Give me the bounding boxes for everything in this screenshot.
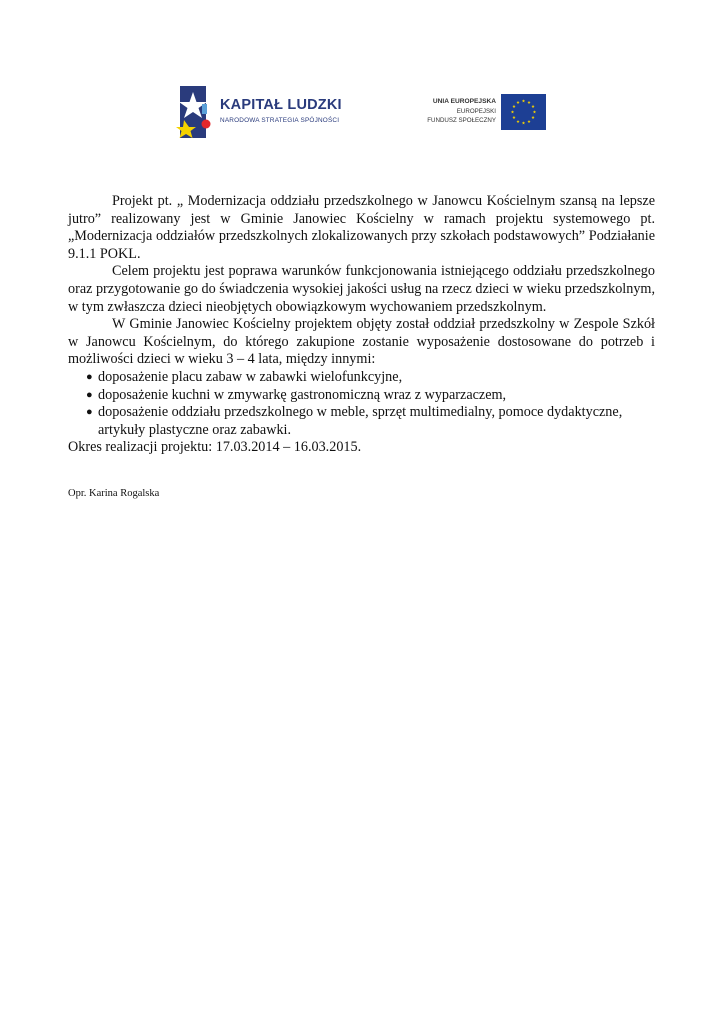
project-period: Okres realizacji projektu: 17.03.2014 – 16.03.2015.: [68, 439, 362, 456]
paragraph-scope: W Gminie Janowiec Kościelny projektem objęty został oddział przedszkolny w Zespole Szkół w Janowcu Kościelnym, do którego zakupione zostanie wyposażenie dostosowane do potrzeb i możliwości dzieci w wieku 3 – 4 lata, między innymi:: [68, 316, 655, 368]
list-item-text: doposażenie oddziału przedszkolnego w meble, sprzęt multimedialny, pomoce dydaktyczne, artykuły plastyczne oraz zabawki.: [98, 404, 623, 438]
kapital-ludzki-logo: [176, 84, 346, 140]
equipment-list: [68, 369, 655, 439]
eu-logo: [408, 94, 540, 132]
eu-flag-icon: [501, 94, 546, 130]
list-item: [68, 404, 655, 439]
list-item: [68, 387, 655, 405]
eu-line-2: EUROPEJSKI: [456, 107, 496, 115]
header-logos: [0, 0, 725, 160]
kapital-ludzki-title: KAPITAŁ LUDZKI: [220, 97, 342, 113]
paragraph-goal: Celem projektu jest poprawa warunków funkcjonowania istniejącego oddziału przedszkolnego oraz przygotowanie go do świadczenia wysokiej jakości usług na rzecz dzieci w wieku przedszkolnym, w tym zwłaszcza dzieci nieobjętych obowiązkowym wychowaniem przedszkolnym.: [68, 263, 656, 315]
paragraph-project: Projekt pt. „ Modernizacja oddziału przedszkolnego w Janowcu Kościelnym szansą na lepsze jutro” realizowany jest w Gminie Janowiec Kościelny w ramach projektu systemowego pt. „Modernizacja oddziałów przedszkolnych zlokalizowanych przy szkołach podstawowych” Podziałanie 9.1.1 POKL.: [68, 193, 655, 262]
list-item-text: doposażenie placu zabaw w zabawki wielofunkcyjne,: [98, 368, 403, 385]
author-note: Opr. Karina Rogalska: [68, 488, 160, 499]
kapital-ludzki-emblem-icon: [176, 84, 216, 140]
document-body: [68, 193, 655, 457]
list-item-text: doposażenie kuchni w zmywarkę gastronomiczną wraz z wyparzaczem,: [98, 386, 507, 403]
bullet-icon: ●: [86, 406, 93, 419]
eu-line-3: FUNDUSZ SPOŁECZNY: [427, 117, 496, 125]
list-item: [68, 369, 655, 387]
eu-logo-text: [427, 97, 496, 126]
bullet-icon: ●: [86, 370, 93, 383]
eu-line-1: UNIA EUROPEJSKA: [432, 98, 496, 105]
bullet-icon: ●: [86, 388, 93, 401]
kapital-ludzki-subtitle: NARODOWA STRATEGIA SPÓJNOŚCI: [220, 117, 340, 124]
